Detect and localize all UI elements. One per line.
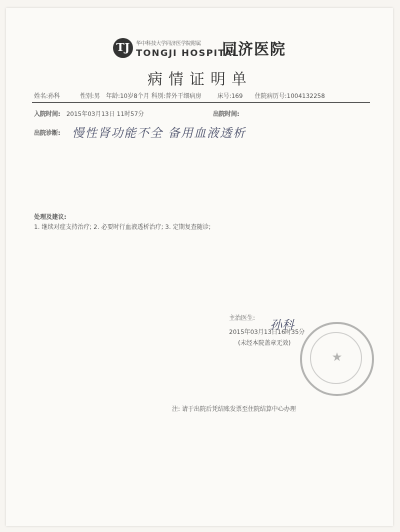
name-label: 姓名: [34,93,49,100]
discharge-label: 出院时间: [213,111,240,118]
bed-label: 床号: [217,93,232,100]
sex-label: 性别: [79,93,94,100]
advice-label: 处理及建议: [34,214,67,221]
advice-items: 1. 继续对症支持治疗; 2. 必要时行血液透析治疗; 3. 定期复查随诊; [34,224,211,231]
admission-label: 入院时间: [34,111,61,118]
ward-label: 科别: [151,93,166,100]
record-label: 住院病历号: [254,93,287,100]
stamp-required-note: (未经本院盖章无效) [238,340,291,347]
doctor-signature: 孙科 [270,318,295,332]
hospital-name-cn: 同济医院 [222,40,287,58]
diagnosis-label: 出院诊断: [34,130,61,137]
bed-value: 169 [231,93,243,100]
age-label: 年龄: [105,93,120,100]
stamp-star-icon: ★ [331,350,343,364]
hospital-stamp [300,322,374,396]
ward-value: 普外干细病房 [165,93,202,100]
doctor-label: 主治医生: [229,315,256,322]
diagnosis-handwritten: 慢性肾功能不全 备用血液透析 [72,126,246,140]
hospital-logo-icon: TJ [113,38,133,58]
name-value: 孙科 [48,93,61,100]
document-title: 病情证明单 [147,70,253,88]
age-value: 10岁8个月 [119,93,150,100]
admission-value: 2015年03月13日 11时57分 [66,111,145,118]
signoff-datetime: 2015年03月13日16时35分 [229,329,305,336]
divider-line [32,102,370,103]
footer-note: 注: 请于出院后凭结账发票至住院结算中心办理 [172,406,296,413]
university-line: 华中科技大学同济医学院附属 [136,41,202,47]
patient-info-row [34,91,325,100]
sex-value: 男 [94,93,101,100]
record-value: 1004132258 [286,93,325,100]
admission-row [34,109,144,118]
hospital-name-en: TONGJI HOSPITAL [136,49,240,59]
